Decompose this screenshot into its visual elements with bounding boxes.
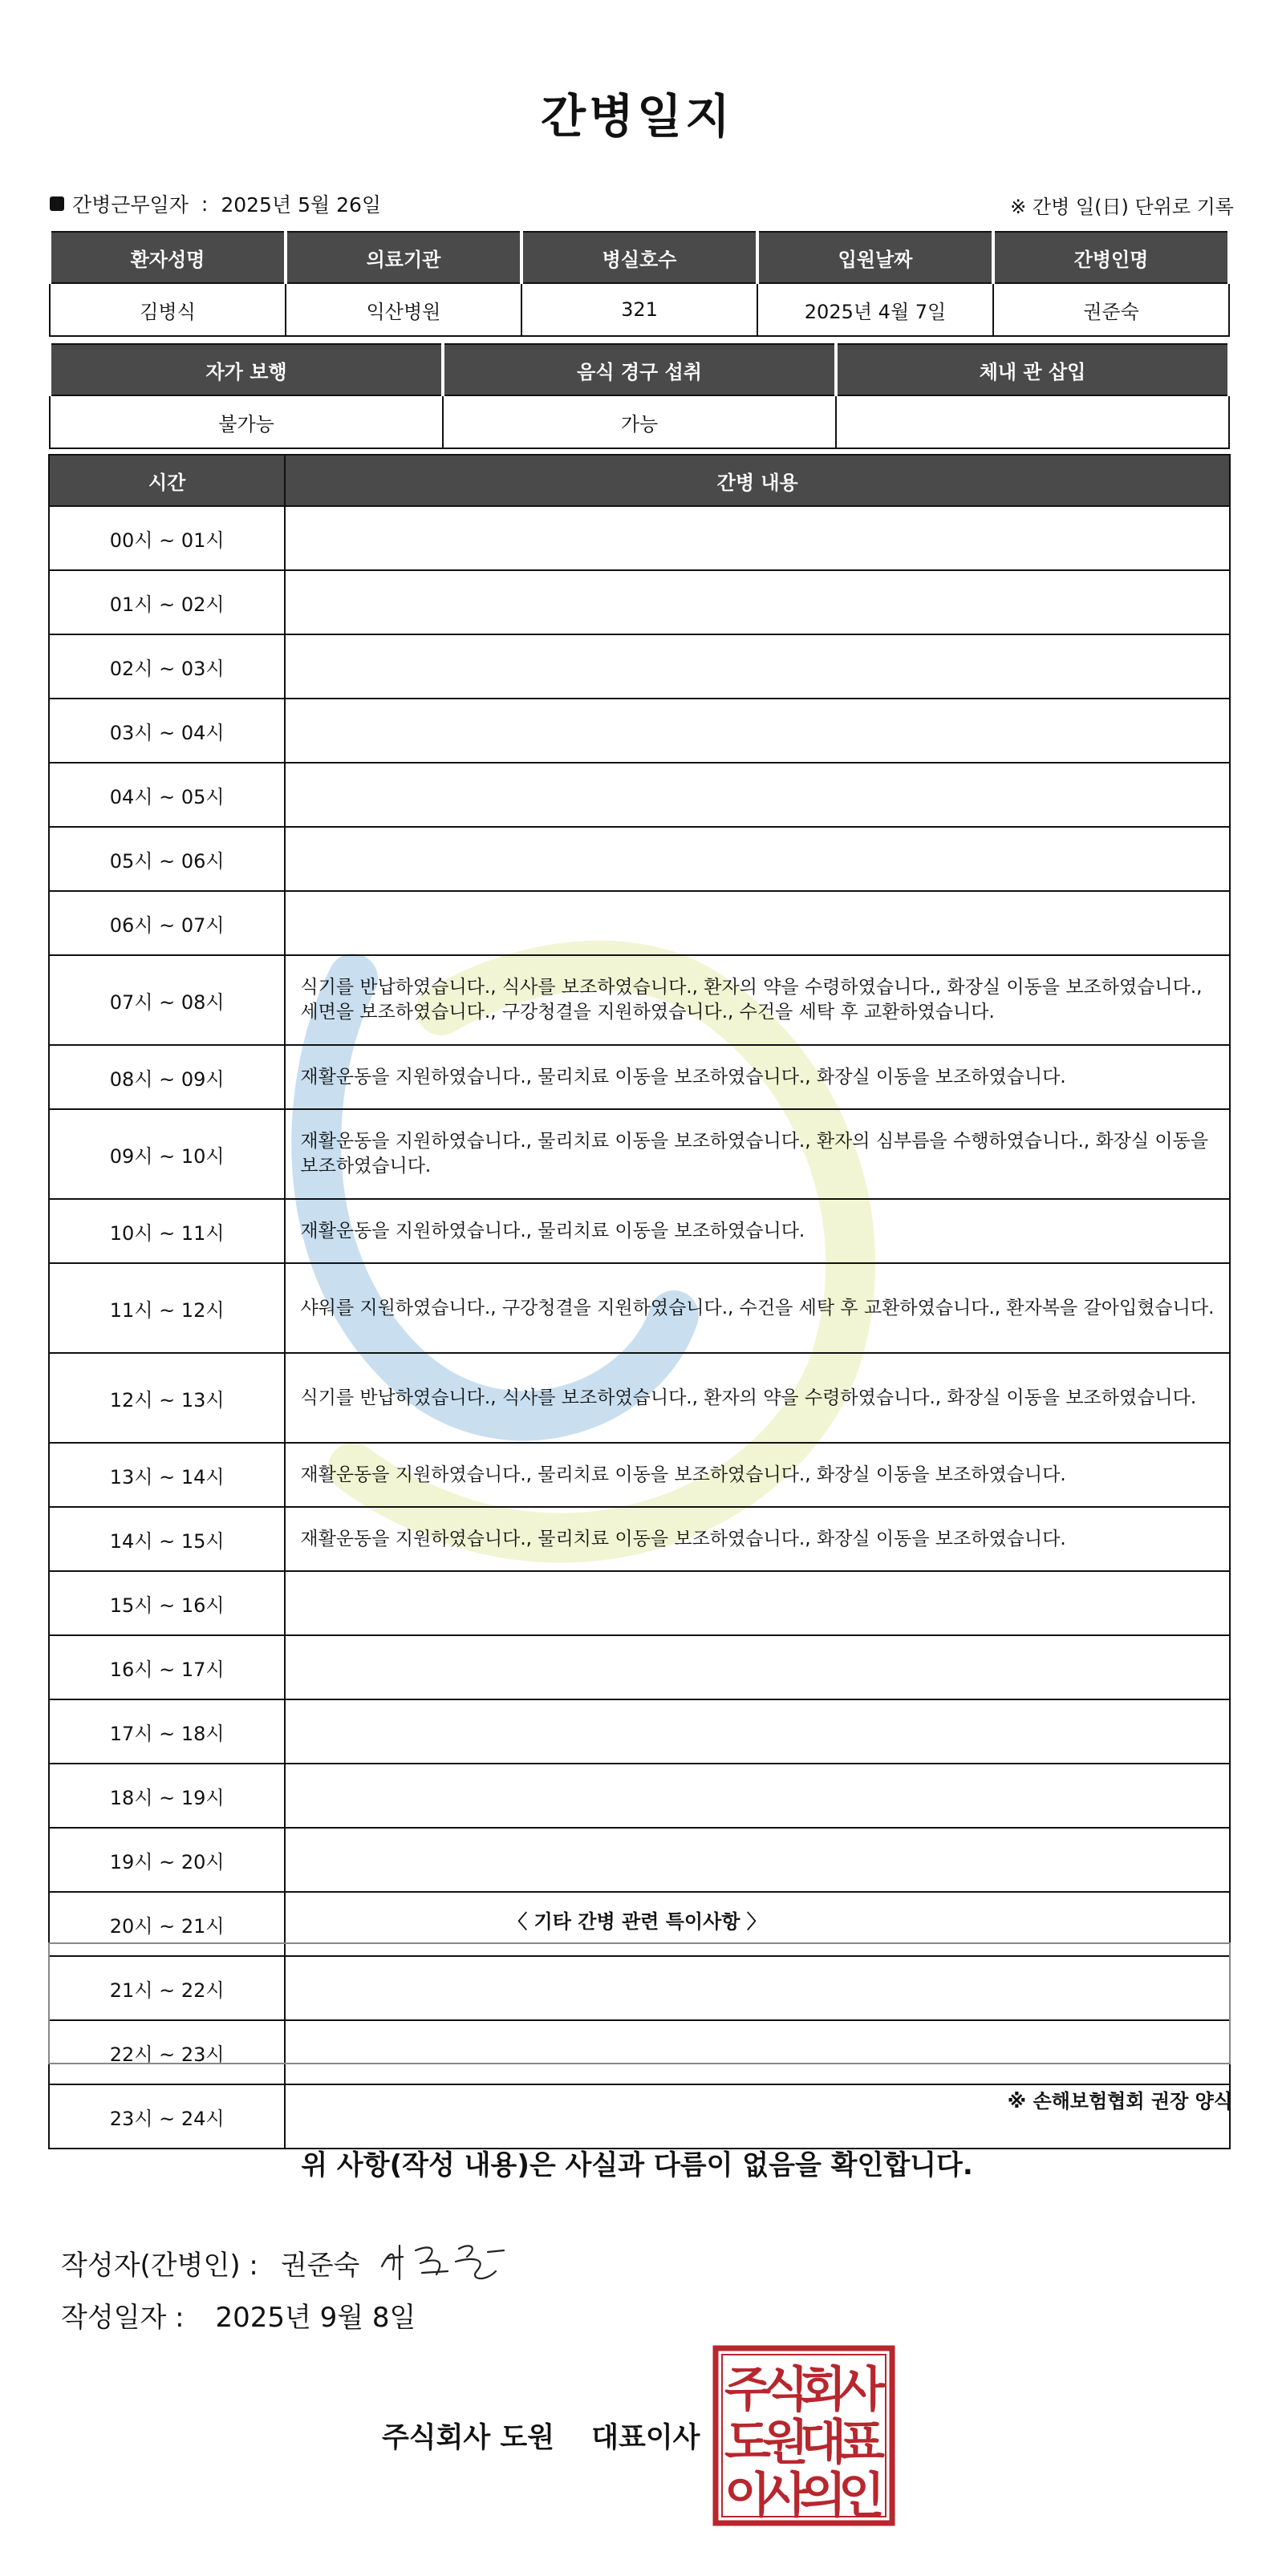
- svg-text:회: 회: [800, 2362, 846, 2418]
- time-cell: 02시 ~ 03시: [49, 634, 285, 699]
- time-cell: 06시 ~ 07시: [49, 891, 285, 955]
- work-date-separator: :: [201, 192, 209, 216]
- time-cell: 18시 ~ 19시: [49, 1764, 285, 1828]
- table-row: [49, 1443, 1230, 1507]
- content-cell: [285, 1571, 1230, 1635]
- time-cell: 22시 ~ 23시: [49, 2020, 285, 2084]
- content-cell: [285, 570, 1230, 634]
- content-cell: [285, 827, 1230, 891]
- header-tube-insertion: 체내 관 삽입: [836, 344, 1229, 395]
- time-cell: 01시 ~ 02시: [49, 570, 285, 634]
- time-cell: 11시 ~ 12시: [49, 1263, 285, 1353]
- writer-name: 권준숙: [280, 2249, 360, 2282]
- time-cell: 17시 ~ 18시: [49, 1699, 285, 1764]
- table-row: [49, 570, 1230, 634]
- time-cell: 07시 ~ 08시: [49, 955, 285, 1045]
- table-row: [49, 1263, 1230, 1353]
- svg-text:주: 주: [724, 2362, 771, 2418]
- content-cell: 샤워를 지원하였습니다., 구강청결을 지원하였습니다., 수건을 세탁 후 교환하였습니다., 환자복을 갈아입혔습니다.: [285, 1263, 1230, 1353]
- company-line: [382, 2416, 700, 2456]
- content-cell: 재활운동을 지원하였습니다., 물리치료 이동을 보조하였습니다.: [285, 1199, 1230, 1263]
- content-cell: [285, 891, 1230, 955]
- content-cell: [285, 506, 1230, 570]
- time-cell: 05시 ~ 06시: [49, 827, 285, 891]
- time-cell: 00시 ~ 01시: [49, 506, 285, 570]
- svg-text:이: 이: [724, 2468, 771, 2524]
- patient-info-table: [48, 231, 1231, 337]
- self-walking-value: 불가능: [50, 395, 443, 448]
- content-cell: [285, 763, 1230, 827]
- square-bullet-icon: [50, 196, 64, 211]
- table-row: [49, 955, 1230, 1045]
- header-self-walking: 자가 보행: [50, 344, 443, 395]
- table-row: [49, 699, 1230, 763]
- admission-date: 2025년 4월 7일: [757, 283, 993, 336]
- table-row: [49, 1199, 1230, 1263]
- table-row: [49, 891, 1230, 955]
- content-cell: [285, 699, 1230, 763]
- writer-line: [61, 2234, 512, 2290]
- header-admission-date: 입원날짜: [757, 232, 993, 283]
- svg-text:도: 도: [724, 2415, 771, 2471]
- time-cell: 23시 ~ 24시: [49, 2084, 285, 2149]
- table-row: [49, 506, 1230, 570]
- time-cell: 15시 ~ 16시: [49, 1571, 285, 1635]
- table-row: [49, 634, 1230, 699]
- header-time: 시간: [49, 455, 285, 506]
- content-cell: 재활운동을 지원하였습니다., 물리치료 이동을 보조하였습니다., 화장실 이동을 보조하였습니다.: [285, 1443, 1230, 1507]
- tube-insertion-value: [836, 395, 1229, 448]
- content-cell: [285, 1764, 1230, 1828]
- table-row: [49, 827, 1230, 891]
- header-care-content: 간병 내용: [285, 455, 1230, 506]
- time-cell: 12시 ~ 13시: [49, 1353, 285, 1443]
- time-cell: 14시 ~ 15시: [49, 1507, 285, 1571]
- handwritten-signature-icon: [375, 2234, 512, 2290]
- table-row: [49, 1045, 1230, 1109]
- svg-text:대: 대: [800, 2415, 846, 2471]
- document-title: 간병일지: [540, 89, 734, 144]
- write-date-line: [61, 2295, 416, 2335]
- content-cell: 재활운동을 지원하였습니다., 물리치료 이동을 보조하였습니다., 화장실 이동을 보조하였습니다.: [285, 1507, 1230, 1571]
- kib-recommended-note: ※ 손해보험협회 권장 양식: [1007, 2090, 1232, 2112]
- hospital-name: 익산병원: [286, 283, 521, 336]
- content-cell: [285, 1828, 1230, 1892]
- content-cell: 재활운동을 지원하였습니다., 물리치료 이동을 보조하였습니다., 환자의 심부름을 수행하였습니다., 화장실 이동을 보조하였습니다.: [285, 1109, 1230, 1199]
- work-date-line: [50, 189, 381, 218]
- special-notes-title: 〈 기타 간병 관련 특이사항 〉: [508, 1910, 766, 1933]
- svg-text:의: 의: [800, 2468, 846, 2524]
- care-log-table: [48, 454, 1231, 2149]
- table-row: [49, 1699, 1230, 1764]
- write-date-label: 작성일자 :: [61, 2302, 185, 2334]
- svg-text:표: 표: [838, 2415, 885, 2471]
- time-cell: 10시 ~ 11시: [49, 1199, 285, 1263]
- table-row: [49, 1828, 1230, 1892]
- write-date-value: 2025년 9월 8일: [215, 2302, 416, 2334]
- content-cell: 식기를 반납하였습니다., 식사를 보조하였습니다., 환자의 약을 수령하였습니다., 화장실 이동을 보조하였습니다.: [285, 1353, 1230, 1443]
- svg-text:사: 사: [838, 2362, 885, 2418]
- header-caregiver-name: 간병인명: [993, 232, 1229, 283]
- company-name: 주식회사 도원: [382, 2422, 555, 2454]
- room-number: 321: [521, 283, 757, 336]
- header-patient-name: 환자성명: [50, 232, 286, 283]
- time-cell: 03시 ~ 04시: [49, 699, 285, 763]
- content-cell: [285, 1635, 1230, 1699]
- time-cell: 09시 ~ 10시: [49, 1109, 285, 1199]
- table-row: [49, 763, 1230, 827]
- special-notes-box: [48, 1942, 1231, 2064]
- svg-text:원: 원: [762, 2415, 809, 2471]
- svg-text:인: 인: [838, 2468, 885, 2524]
- header-hospital: 의료기관: [286, 232, 521, 283]
- svg-text:식: 식: [762, 2362, 809, 2418]
- table-row: [49, 1109, 1230, 1199]
- company-seal-stamp-icon: [712, 2345, 895, 2526]
- patient-name: 김병식: [50, 283, 286, 336]
- writer-label: 작성자(간병인) :: [61, 2249, 258, 2282]
- confirmation-statement: 위 사항(작성 내용)은 사실과 다름이 없음을 확인합니다.: [301, 2149, 973, 2181]
- table-row: [49, 1764, 1230, 1828]
- ceo-title: 대표이사: [591, 2422, 700, 2454]
- unit-note: ※ 간병 일(日) 단위로 기록: [1010, 196, 1234, 218]
- oral-intake-value: 가능: [443, 395, 836, 448]
- patient-status-table: [48, 343, 1231, 449]
- header-room: 병실호수: [521, 232, 757, 283]
- time-cell: 19시 ~ 20시: [49, 1828, 285, 1892]
- time-cell: 21시 ~ 22시: [49, 1956, 285, 2020]
- table-row: [49, 1353, 1230, 1443]
- work-date-label: 간병근무일자: [72, 193, 189, 217]
- time-cell: 04시 ~ 05시: [49, 763, 285, 827]
- content-cell: [285, 634, 1230, 699]
- table-row: [49, 1571, 1230, 1635]
- content-cell: [285, 1699, 1230, 1764]
- table-row: [49, 1507, 1230, 1571]
- caregiver-name: 권준숙: [993, 283, 1229, 336]
- header-oral-intake: 음식 경구 섭취: [443, 344, 836, 395]
- content-cell: 식기를 반납하였습니다., 식사를 보조하였습니다., 환자의 약을 수령하였습니다., 화장실 이동을 보조하였습니다., 세면을 보조하였습니다., 구강청결을 지원하였습니다., 수건을 세탁 후 교환하였습니다.: [285, 955, 1230, 1045]
- time-cell: 20시 ~ 21시: [49, 1892, 285, 1956]
- content-cell: 재활운동을 지원하였습니다., 물리치료 이동을 보조하였습니다., 화장실 이동을 보조하였습니다.: [285, 1045, 1230, 1109]
- time-cell: 16시 ~ 17시: [49, 1635, 285, 1699]
- svg-text:사: 사: [762, 2468, 809, 2524]
- time-cell: 08시 ~ 09시: [49, 1045, 285, 1109]
- table-row: [49, 1635, 1230, 1699]
- time-cell: 13시 ~ 14시: [49, 1443, 285, 1507]
- work-date-value: 2025년 5월 26일: [221, 193, 382, 217]
